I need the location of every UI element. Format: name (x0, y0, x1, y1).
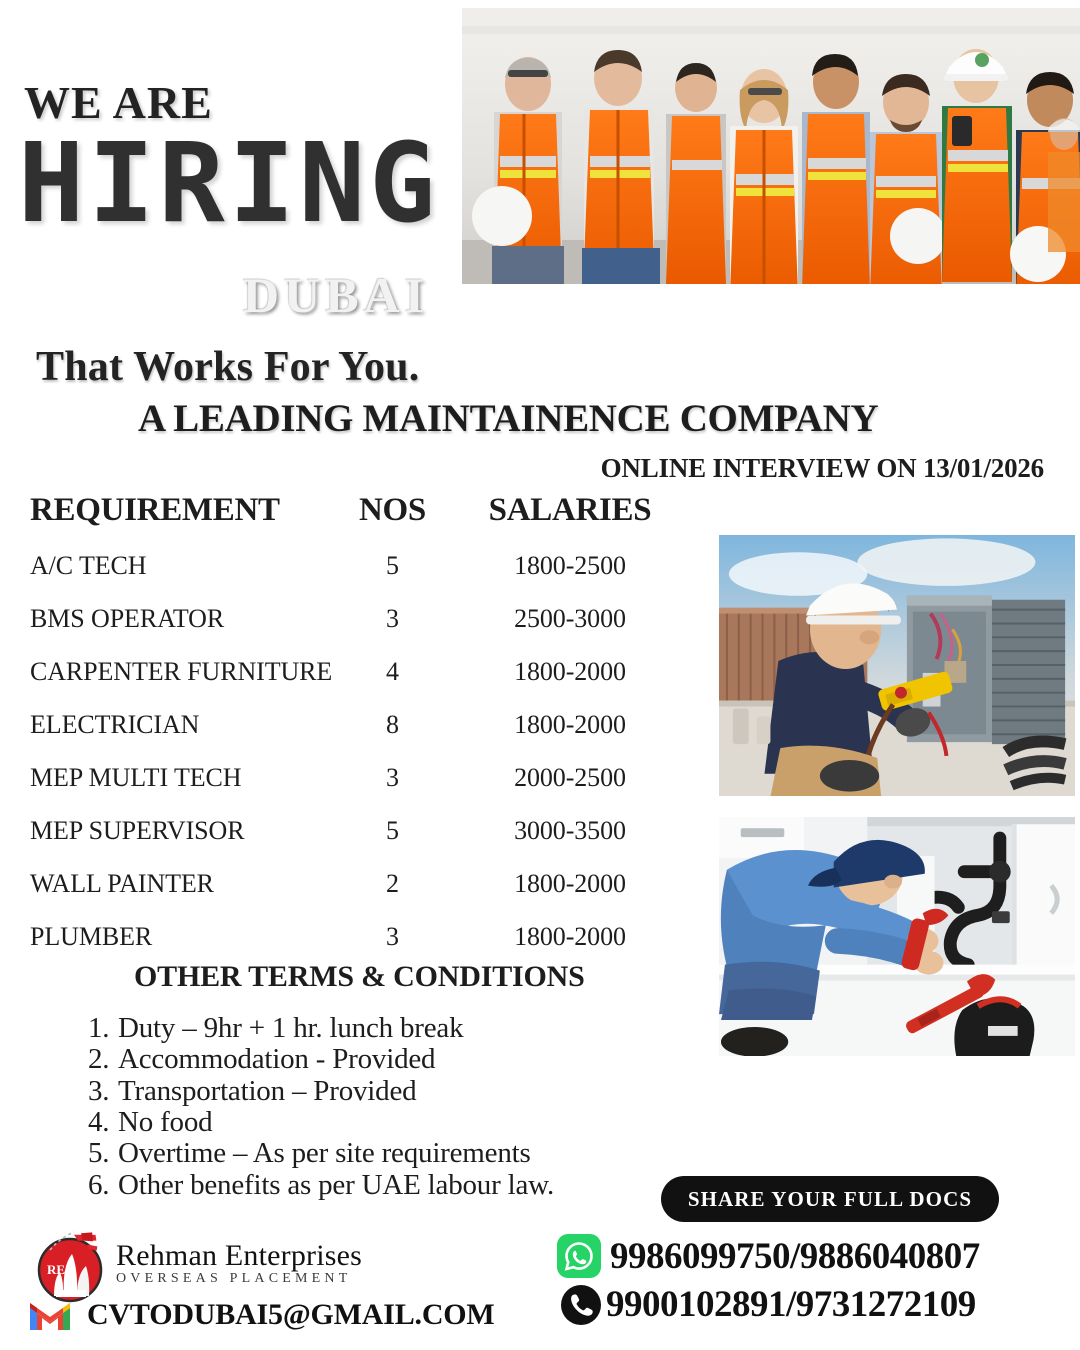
table-row (30, 551, 690, 581)
list-item (88, 1107, 554, 1138)
list-item-text: Overtime – As per site requirements (118, 1137, 531, 1170)
phone-numbers: 9900102891/9731272109 (606, 1284, 976, 1325)
list-item (88, 1013, 554, 1044)
whatsapp-numbers: 9986099750/9886040807 (610, 1235, 980, 1277)
email-address: CVTODUBAI5@GMAIL.COM (87, 1298, 495, 1331)
plumber-photo (717, 815, 1077, 1058)
table-row (30, 816, 690, 846)
list-item-text: Accommodation - Provided (118, 1043, 436, 1076)
tagline: That Works For You. (36, 344, 420, 390)
cell-requirement: WALL PAINTER (30, 869, 214, 898)
column-header-salaries: SALARIES (488, 492, 652, 528)
whatsapp-contact-row[interactable] (557, 1234, 980, 1278)
cell-nos: 5 (386, 551, 399, 580)
list-item-text: Other benefits as per UAE labour law. (118, 1168, 555, 1201)
list-item-number: 2. (88, 1043, 110, 1076)
company-tagline: OVERSEAS PLACEMENT (116, 1271, 352, 1287)
cell-salary: 2500-3000 (514, 604, 626, 633)
hiring-heading: HIRING (18, 119, 440, 247)
cell-nos: 8 (386, 710, 399, 739)
list-item-text: Transportation – Provided (118, 1074, 417, 1107)
table-header-row (30, 492, 690, 529)
list-item-number: 4. (88, 1105, 110, 1138)
list-item (88, 1170, 554, 1201)
cell-requirement: ELECTRICIAN (30, 710, 200, 739)
rehman-enterprises-logo-icon (30, 1222, 112, 1304)
location-heading: DUBAI (243, 267, 430, 323)
hvac-technician-photo (717, 533, 1077, 798)
phone-icon (561, 1285, 601, 1325)
list-item-text: Duty – 9hr + 1 hr. lunch break (118, 1012, 464, 1044)
list-item (88, 1044, 554, 1075)
svg-text:RE: RE (47, 1262, 66, 1277)
cell-salary: 1800-2000 (514, 869, 626, 898)
email-contact-row[interactable] (27, 1297, 495, 1333)
table-row (30, 604, 690, 634)
company-line: A LEADING MAINTAINENCE COMPANY (138, 397, 879, 440)
cell-requirement: CARPENTER FURNITURE (30, 657, 333, 686)
cell-salary: 1800-2000 (514, 710, 626, 739)
share-docs-button[interactable] (661, 1176, 999, 1222)
company-name: Rehman Enterprises (116, 1238, 363, 1272)
table-row (30, 763, 690, 793)
cell-requirement: A/C TECH (30, 551, 147, 580)
cell-requirement: MEP SUPERVISOR (30, 816, 245, 845)
list-item-number: 6. (88, 1168, 110, 1201)
cell-nos: 4 (386, 657, 399, 686)
table-row (30, 710, 690, 740)
whatsapp-icon (557, 1234, 601, 1278)
terms-list (88, 1013, 554, 1201)
company-logo-block (30, 1222, 362, 1304)
table-row (30, 869, 690, 899)
cell-requirement: BMS OPERATOR (30, 604, 225, 633)
cell-salary: 2000-2500 (514, 763, 626, 792)
cell-salary: 3000-3500 (514, 816, 626, 845)
table-row (30, 657, 690, 687)
cell-nos: 3 (386, 922, 399, 951)
column-header-nos: NOS (359, 492, 426, 528)
cell-salary: 1800-2000 (514, 657, 626, 686)
list-item (88, 1076, 554, 1107)
cell-nos: 3 (386, 604, 399, 633)
table-row (30, 922, 690, 952)
terms-title: OTHER TERMS & CONDITIONS (134, 960, 585, 993)
requirements-table (30, 492, 690, 975)
list-item-number: 5. (88, 1137, 110, 1170)
list-item-number: 1. (88, 1012, 110, 1044)
phone-contact-row[interactable] (561, 1283, 976, 1326)
cell-salary: 1800-2500 (514, 551, 626, 580)
column-header-requirement: REQUIREMENT (30, 492, 280, 528)
cell-nos: 5 (386, 816, 399, 845)
interview-date-line: ONLINE INTERVIEW ON 13/01/2026 (600, 453, 1044, 483)
list-item-text: No food (118, 1105, 213, 1138)
gmail-icon (27, 1297, 73, 1333)
team-photo (462, 8, 1080, 284)
we-are-heading: WE ARE (24, 77, 213, 128)
cell-requirement: PLUMBER (30, 922, 153, 951)
list-item-number: 3. (88, 1074, 110, 1107)
cell-salary: 1800-2000 (514, 922, 626, 951)
logo-text-block (116, 1240, 362, 1287)
cell-nos: 3 (386, 763, 399, 792)
cell-requirement: MEP MULTI TECH (30, 763, 242, 792)
share-docs-label: SHARE YOUR FULL DOCS (687, 1186, 973, 1211)
cell-nos: 2 (386, 869, 399, 898)
list-item (88, 1138, 554, 1169)
